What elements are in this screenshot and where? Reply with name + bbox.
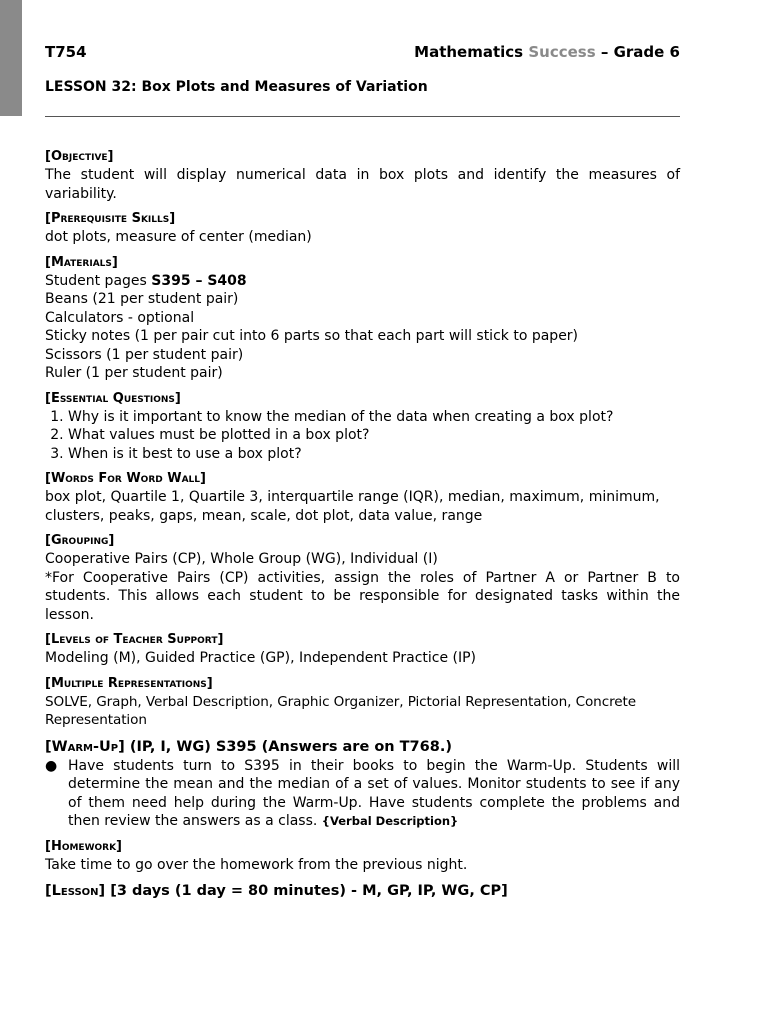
prerequisite-section — [45, 210, 680, 247]
section-heading: [Levels of Teacher Support] — [45, 632, 224, 647]
grouping-text: Cooperative Pairs (CP), Whole Group (WG), Individual (I) — [45, 551, 438, 567]
lesson-detail: [3 days (1 day = 80 minutes) - M, GP, IP, WG, CP] — [110, 883, 508, 899]
word-wall-section — [45, 470, 680, 525]
lesson-title: LESSON 32: Box Plots and Measures of Variation — [45, 79, 428, 95]
essential-questions-list — [45, 408, 680, 464]
page-edge-tab — [0, 0, 22, 116]
bullet-icon: ● — [45, 757, 58, 774]
homework-section — [45, 838, 680, 875]
warm-up-text — [68, 757, 680, 831]
word-wall-text: box plot, Quartile 1, Quartile 3, interquartile range (IQR), median, maximum, minimum, clusters, peaks, gaps, mean, scale, dot plot, data value, range — [45, 489, 660, 524]
objective-text: The student will display numerical data in box plots and identify the measures of variability. — [45, 167, 680, 202]
section-heading: [Grouping] — [45, 533, 115, 548]
list-item — [45, 757, 680, 831]
materials-item: Sticky notes (1 per pair cut into 6 parts so that each part will stick to paper) — [45, 328, 579, 344]
page-code: T754 — [45, 43, 87, 61]
representation-tag: {Verbal Description} — [321, 814, 459, 828]
list-item: 3. When is it best to use a box plot? — [68, 445, 680, 464]
homework-text: Take time to go over the homework from the previous night. — [45, 856, 468, 873]
section-heading: [Multiple Representations] — [45, 675, 213, 691]
materials-item: Beans (21 per student pair) — [45, 291, 239, 307]
student-pages-range: S395 – S408 — [151, 272, 247, 289]
warm-up-label: [Warm-Up] — [45, 738, 125, 755]
series-accent: Success — [528, 43, 596, 61]
materials-student-pages — [45, 272, 680, 291]
materials-item: Ruler (1 per student pair) — [45, 365, 223, 381]
materials-item: Scissors (1 per student pair) — [45, 346, 244, 363]
section-heading: [Materials] — [45, 254, 118, 270]
lesson-section — [45, 881, 680, 901]
warm-up-heading — [45, 737, 680, 757]
objective-section — [45, 148, 680, 203]
teacher-support-section — [45, 631, 680, 668]
list-item: 1. Why is it important to know the median of the data when creating a box plot? — [68, 408, 680, 427]
teacher-support-text: Modeling (M), Guided Practice (GP), Independent Practice (IP) — [45, 650, 477, 666]
essential-questions-section — [45, 390, 680, 464]
representations-section — [45, 675, 680, 730]
series-suffix: – Grade 6 — [600, 43, 680, 61]
student-pages-label: Student pages — [45, 272, 147, 289]
materials-section — [45, 254, 680, 383]
grouping-note: *For Cooperative Pairs (CP) activities, assign the roles of Partner A or Partner B to students. This allows each student to be responsible for designated tasks within the lesson. — [45, 569, 680, 623]
warm-up-detail: (IP, I, WG) S395 (Answers are on T768.) — [129, 738, 452, 755]
prerequisite-text: dot plots, measure of center (median) — [45, 229, 312, 245]
materials-item: Calculators - optional — [45, 309, 195, 326]
lesson-heading — [45, 881, 680, 901]
section-heading: [Words For Word Wall] — [45, 471, 206, 486]
header-divider — [45, 116, 680, 117]
section-heading: [Objective] — [45, 149, 114, 164]
running-header — [45, 43, 680, 63]
section-heading: [Prerequisite Skills] — [45, 211, 176, 226]
list-item: 2. What values must be plotted in a box plot? — [68, 426, 680, 445]
section-heading: [Essential Questions] — [45, 390, 181, 406]
lesson-label: [Lesson] — [45, 883, 106, 899]
lesson-content — [45, 148, 680, 908]
warm-up-instructions: Have students turn to S395 in their books to begin the Warm-Up. Students will determine the mean and the median of a set of values. Monitor students to see if any of them need help during the Warm-Up. Have students complete the problems and then review the answers as a class. — [68, 757, 680, 829]
series-title — [414, 43, 680, 61]
series-prefix: Mathematics — [414, 43, 524, 61]
grouping-section — [45, 532, 680, 624]
warm-up-section — [45, 737, 680, 831]
section-heading: [Homework] — [45, 838, 122, 854]
representations-text: SOLVE, Graph, Verbal Description, Graphic Organizer, Pictorial Representation, Concrete Representation — [45, 693, 637, 728]
